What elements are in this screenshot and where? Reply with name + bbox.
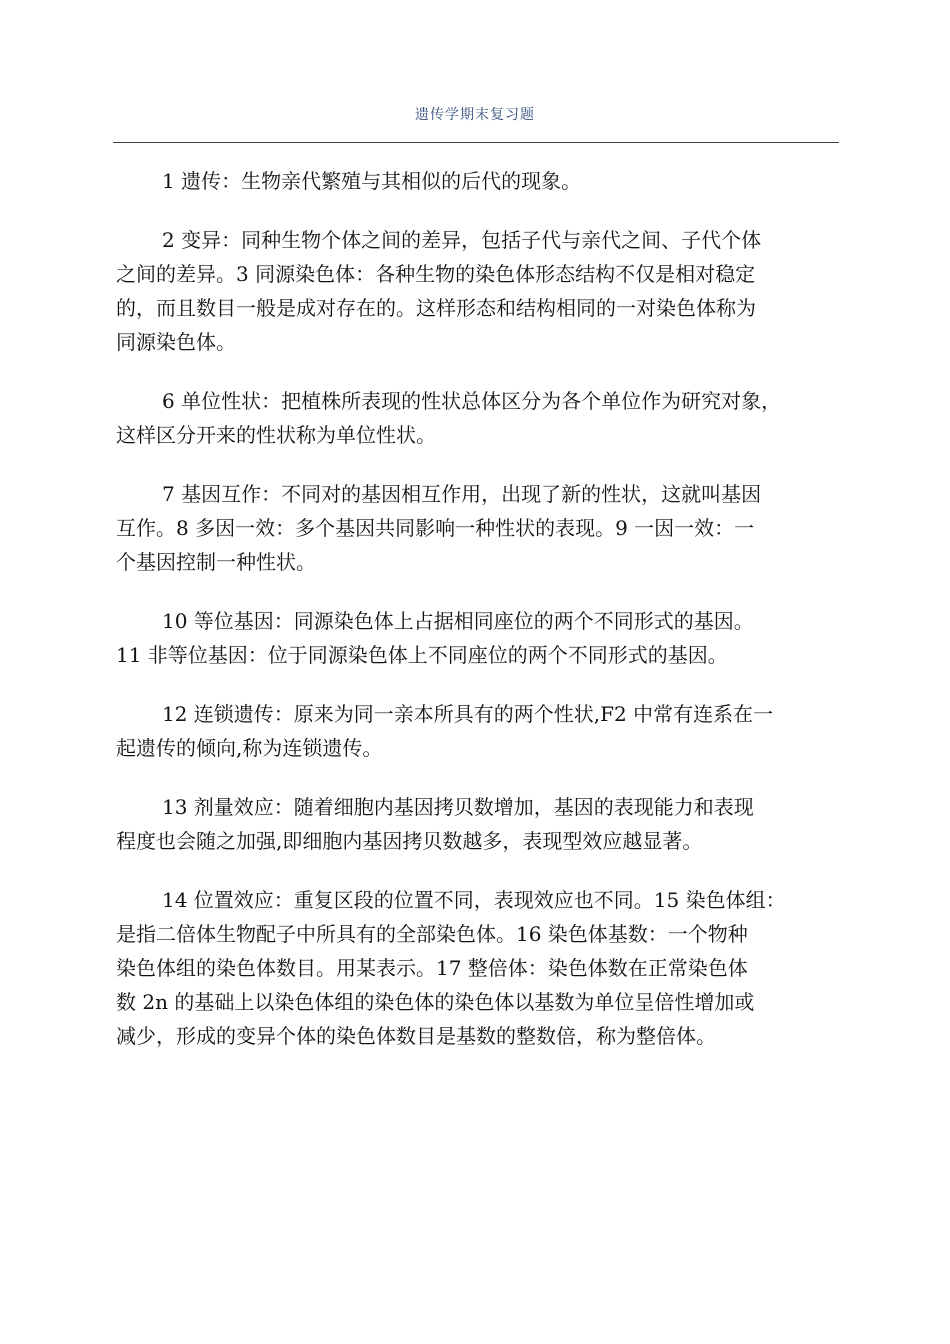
text-line: 14 位置效应：重复区段的位置不同，表现效应也不同。15 染色体组： <box>162 888 786 912</box>
paragraph <box>116 604 834 672</box>
paragraph <box>116 223 834 359</box>
text-line: 7 基因互作：不同对的基因相互作用，出现了新的性状，这就叫基因 <box>162 482 762 506</box>
paragraph <box>116 790 834 858</box>
text-line: 12 连锁遗传：原来为同一亲本所具有的两个性状,F2 中常有连系在一 <box>162 702 774 726</box>
text-line: 互作。8 多因一效：多个基因共同影响一种性状的表现。9 一因一效：一 <box>116 516 755 540</box>
paragraph <box>116 883 834 1053</box>
page-header-title: 遗传学期末复习题 <box>415 107 535 123</box>
text-line: 13 剂量效应：随着细胞内基因拷贝数增加，基因的表现能力和表现 <box>162 795 754 819</box>
text-line: 程度也会随之加强,即细胞内基因拷贝数越多，表现型效应越显著。 <box>116 829 703 853</box>
text-line: 11 非等位基因：位于同源染色体上不同座位的两个不同形式的基因。 <box>116 643 728 667</box>
text-line: 是指二倍体生物配子中所具有的全部染色体。16 染色体基数：一个物种 <box>116 922 748 946</box>
document-body <box>116 164 834 1078</box>
paragraph <box>116 164 834 198</box>
paragraph <box>116 697 834 765</box>
text-line: 的，而且数目一般是成对存在的。这样形态和结构相同的一对染色体称为 <box>116 296 756 320</box>
text-line: 数 2n 的基础上以染色体组的染色体的染色体以基数为单位呈倍性增加或 <box>116 990 755 1014</box>
text-line: 起遗传的倾向,称为连锁遗传。 <box>116 736 383 760</box>
text-line: 2 变异：同种生物个体之间的差异，包括子代与亲代之间、子代个体 <box>162 228 762 252</box>
text-line: 10 等位基因：同源染色体上占据相同座位的两个不同形式的基因。 <box>162 609 754 633</box>
text-line: 这样区分开来的性状称为单位性状。 <box>116 423 436 447</box>
text-line: 染色体组的染色体数目。用某表示。17 整倍体：染色体数在正常染色体 <box>116 956 748 980</box>
text-line: 减少，形成的变异个体的染色体数目是基数的整数倍，称为整倍体。 <box>116 1024 716 1048</box>
header-divider <box>113 142 839 143</box>
paragraph <box>116 384 834 452</box>
text-line: 同源染色体。 <box>116 330 236 354</box>
paragraph <box>116 477 834 579</box>
text-line: 个基因控制一种性状。 <box>116 550 316 574</box>
text-line: 1 遗传：生物亲代繁殖与其相似的后代的现象。 <box>162 169 582 193</box>
text-line: 之间的差异。3 同源染色体：各种生物的染色体形态结构不仅是相对稳定 <box>116 262 756 286</box>
text-line: 6 单位性状：把植株所表现的性状总体区分为各个单位作为研究对象， <box>162 389 782 413</box>
